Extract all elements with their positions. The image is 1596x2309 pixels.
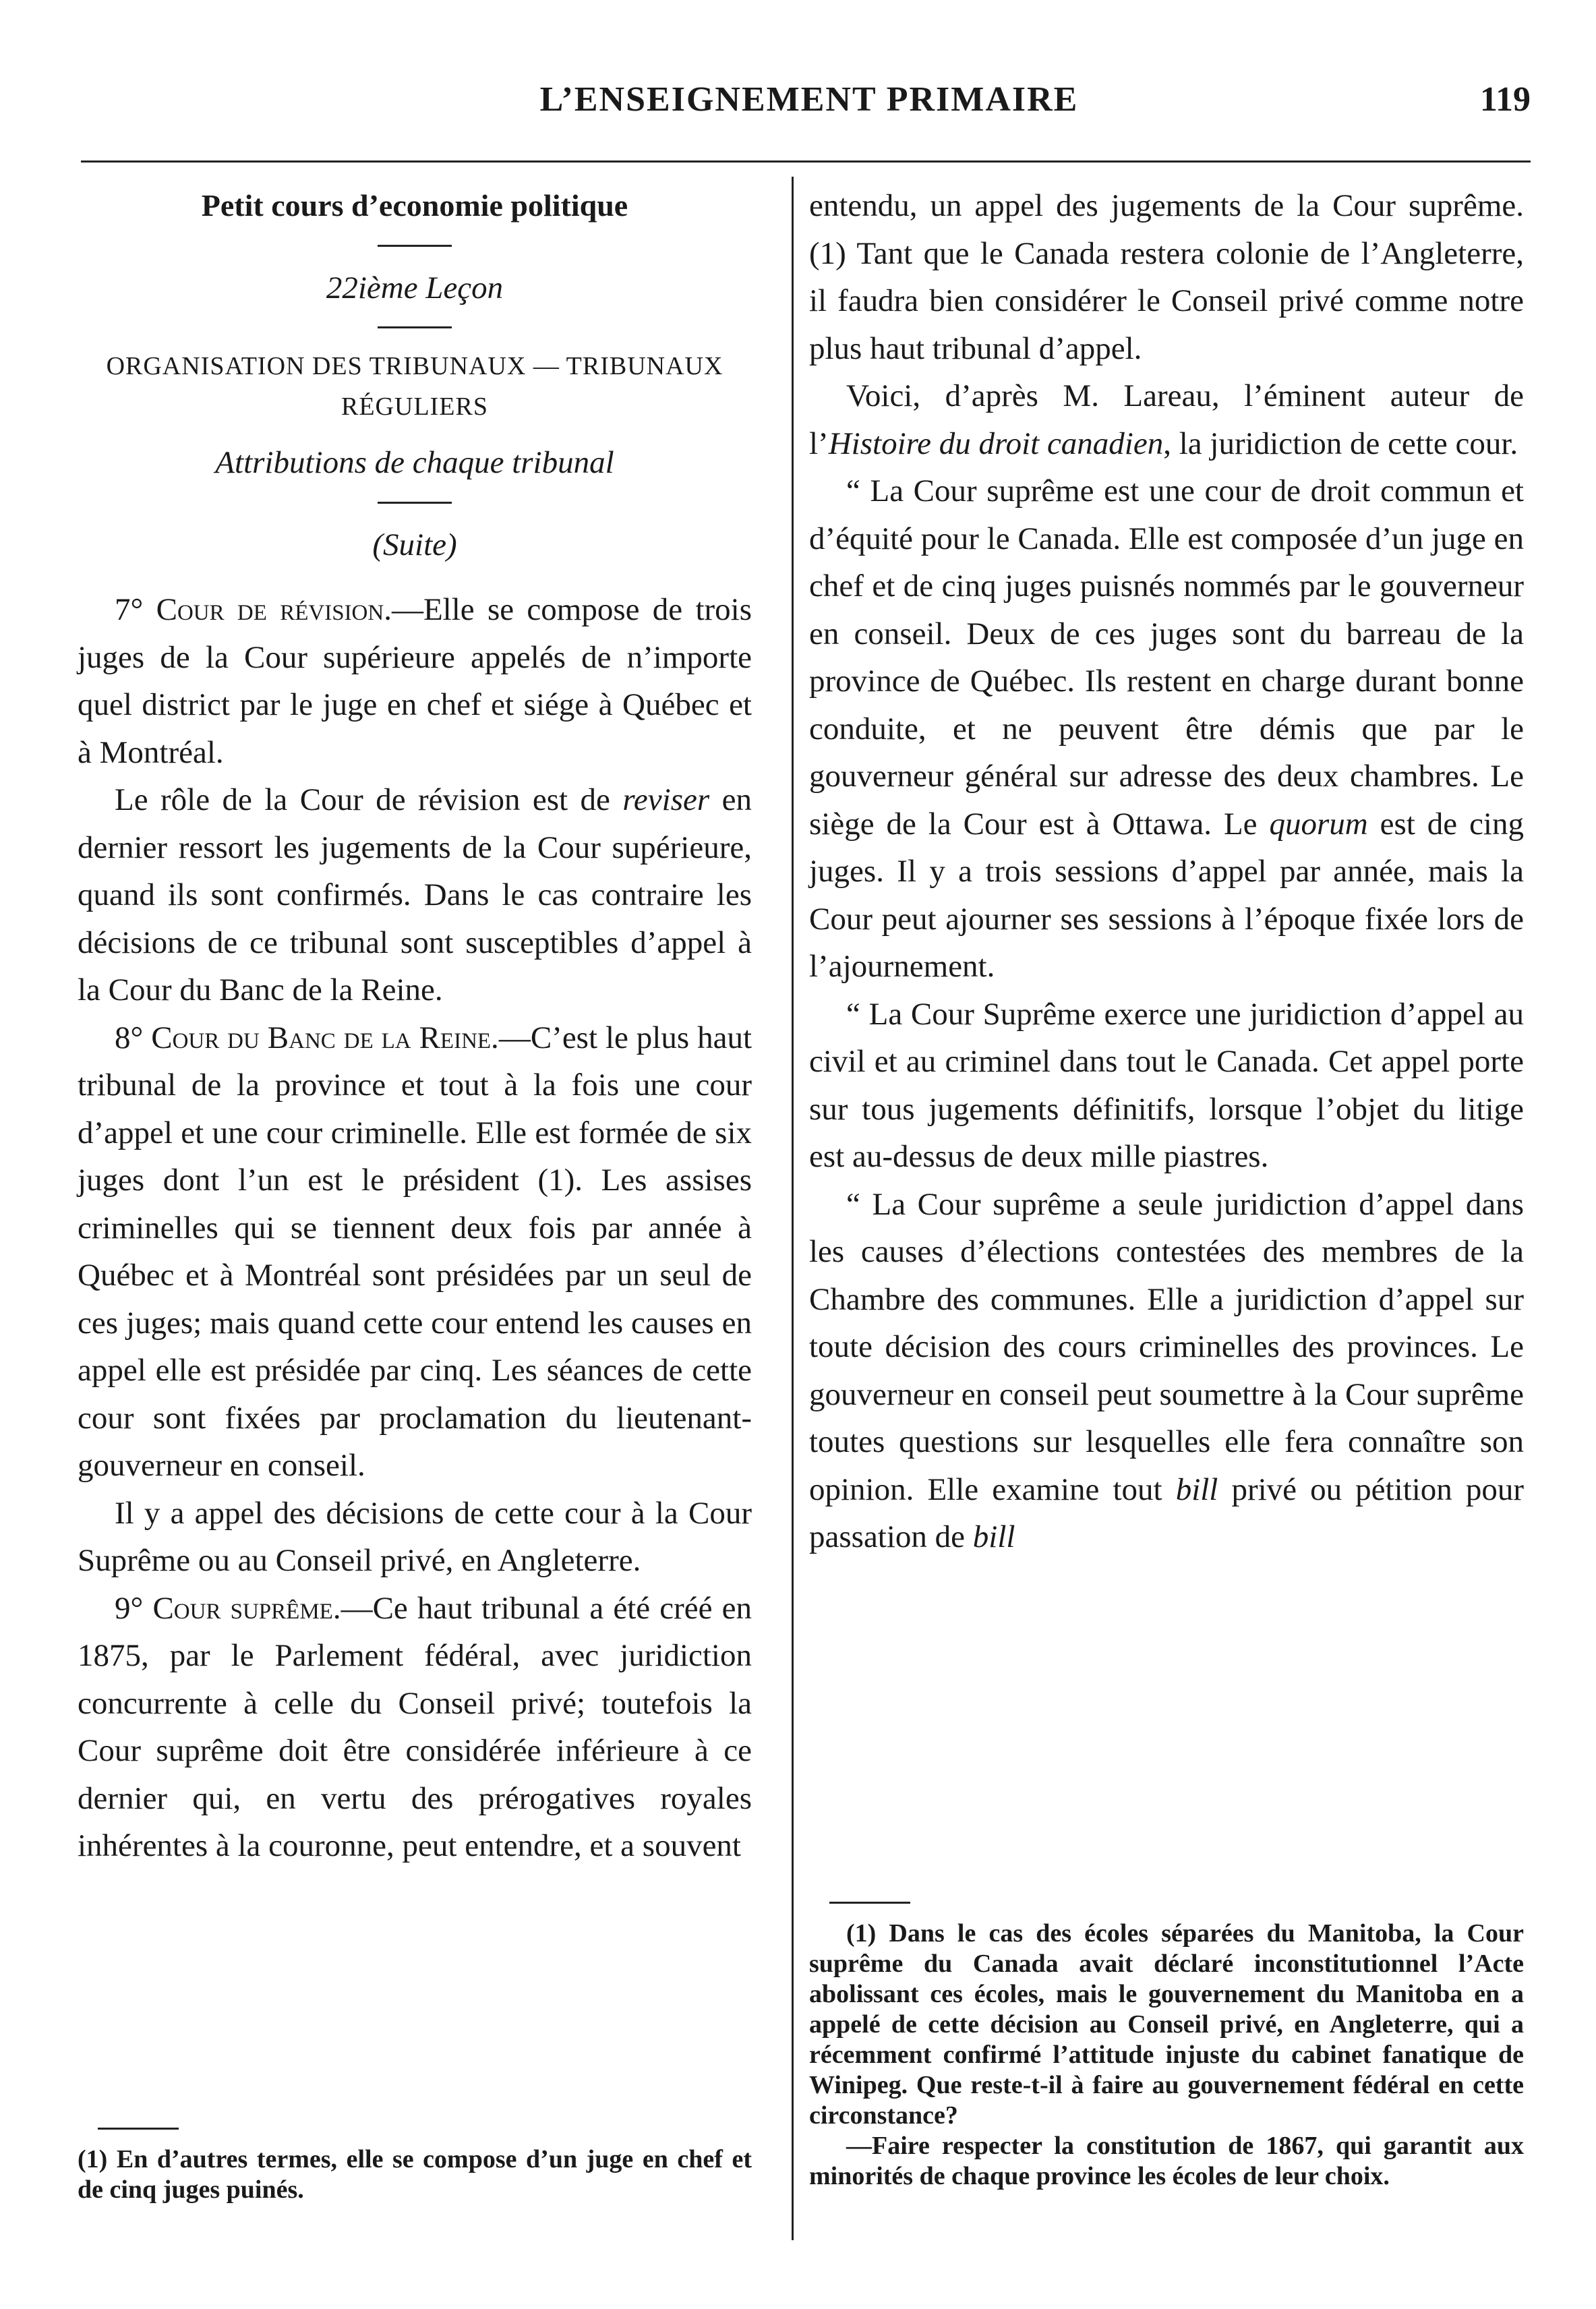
running-title: L’ENSEIGNEMENT PRIMAIRE [539,80,1079,119]
separator-dash [378,245,452,247]
paragraph-text: “ La Cour suprême a seule juridiction d’appel dans les causes d’élections contestées des membres de la Chambre des communes. Elle a juridiction d’appel sur toute décision des cours criminelles des provinces. Le gouverneur en conseil peut soumettre à la Cour suprême toutes questions sur lesquelles elle fera connaître son opinion. Elle examine tout [809,1186,1524,1507]
right-footnotes [809,1902,1524,2192]
italic-term: quorum [1269,806,1368,842]
paragraph-cour-revision [78,586,752,776]
paragraph-number: 8° [115,1020,152,1055]
paragraph-cour-supreme [78,1585,752,1870]
paragraph-text: privé ou pétition pour passation de [809,1471,1524,1554]
footnote-rule [829,1902,910,1904]
separator-dash [378,326,452,328]
column-divider [792,177,794,2240]
separator-dash [378,502,452,504]
paragraph-continuation: entendu, un appel des jugements de la Cour suprême. (1) Tant que le Canada restera colonie de l’Angleterre, il faudra bien considérer le Conseil privé comme notre plus haut tribunal d’appel. [809,188,1524,366]
left-footnotes [78,2128,752,2205]
paragraph-text: “ La Cour suprême est une cour de droit commun et d’équité pour le Canada. Elle est composée d’un juge en chef et de cinq juges puisnés nommés par le gouverneur en conseil. Deux de ces juges sont du barreau de la province de Québec. Ils restent en charge durant bonne conduite, et ne peuvent être démis que par le gouverneur général sur adresse des deux chambres. Le siège de la Cour est à Ottawa. Le [809,473,1524,842]
paragraph-text: en dernier ressort les jugements de la Cour supérieure, quand ils sont confirmés. Dans le cas contraire les décisions de ce tribunal sont susceptibles d’appel à la Cour du Banc de la Reine. [78,782,752,1007]
paragraph-role-revision [78,776,752,1014]
paragraph-text: Le rôle de la Cour de révision est de [115,782,623,817]
paragraph-text: —Elle se compose de trois juges de la Cour supérieure appelés de n’importe quel district par le juge en chef et siége à Québec et à Montréal. [78,592,752,770]
footnote-rule [98,2128,179,2130]
course-title: Petit cours d’economie politique [201,188,628,223]
paragraph-text: —Ce haut tribunal a été créé en 1875, par le Parlement fédéral, avec juridiction concurrente à celle du Conseil privé; toutefois la Cour suprême doit être considérée inférieure à ce dernier qui, en vertu des prérogatives royales inhérentes à la couronne, peut entendre, et a souvent [78,1590,752,1863]
italic-title: Histoire du droit canadien [828,426,1164,461]
footnote-1: (1) En d’autres termes, elle se compose d’un juge en chef et de cinq juges puinés. [78,2145,752,2204]
header-rule [81,160,1531,163]
italic-term: bill [972,1519,1015,1554]
paragraph-heading: Cour de révision. [156,592,392,627]
left-column [78,182,752,1870]
paragraph-lareau [809,372,1524,467]
paragraph-number: 9° [115,1590,153,1626]
paragraph-appel: Il y a appel des décisions de cette cour à la Cour Suprême ou au Conseil privé, en Angleterre. [78,1495,752,1578]
footnote-continuation: —Faire respecter la constitution de 1867, qui garantit aux minorités de chaque province les écoles de leur choix. [809,2132,1524,2190]
paragraph-heading: Cour suprême. [152,1590,341,1626]
paragraph-heading: Cour du Banc de la Reine. [151,1020,499,1055]
italic-term: bill [1175,1471,1218,1507]
footnote-1: (1) Dans le cas des écoles séparées du Manitoba, la Cour suprême du Canada avait déclaré inconstitutionnel l’Acte abolissant ces écoles, mais le gouvernement du Manitoba en a appelé de cette décision au Conseil privé, en Angleterre, qui a récemment confirmé l’attitude injuste du cabinet fanatique de Winipeg. Que reste-t-il à faire au gouvernement fédéral en cette circonstance? [809,1919,1524,2130]
page-number: 119 [1479,80,1531,119]
subheading: Attributions de chaque tribunal [215,445,614,480]
paragraph-text: est de cing juges. Il y a trois sessions d’appel par année, mais la Cour peut ajourner ses sessions à l’époque fixée lors de l’ajournement. [809,806,1524,984]
paragraph-cour-droit [809,467,1524,991]
paragraph-text: , la juridiction de cette cour. [1163,426,1518,461]
right-column [809,182,1524,1561]
paragraph-text: —C’est le plus haut tribunal de la province et tout à la fois une cour d’appel et une cour criminelle. Elle est formée de six juges dont l’un est le président (1). Les assises criminelles qui se tiennent deux fois par année à Québec et à Montréal sont présidées par un seul de ces juges; mais quand cette cour entend les causes en appel elle est présidée par cinq. Les séances de cette cour sont fixées par proclamation du lieutenant-gouverneur en conseil. [78,1020,752,1483]
page-header [88,80,1531,140]
paragraph-banc-reine [78,1014,752,1490]
suite-label: (Suite) [372,527,457,562]
paragraph-number: 7° [115,592,156,627]
paragraph-elections [809,1181,1524,1561]
italic-term: reviser [622,782,710,817]
paragraph-juridiction: “ La Cour Suprême exerce une juridiction d’appel au civil et au criminel dans tout le Canada. Cet appel porte sur tous jugements définitifs, lorsque l’objet du litige est au-dessus de deux mille piastres. [809,996,1524,1174]
paragraph-text: Voici, d’après M. Lareau, l’éminent auteur de l’ [809,378,1524,461]
section-heading: ORGANISATION DES TRIBUNAUX — TRIBUNAUX RÉGULIERS [106,352,723,421]
lesson-number: 22ième Leçon [326,270,504,305]
